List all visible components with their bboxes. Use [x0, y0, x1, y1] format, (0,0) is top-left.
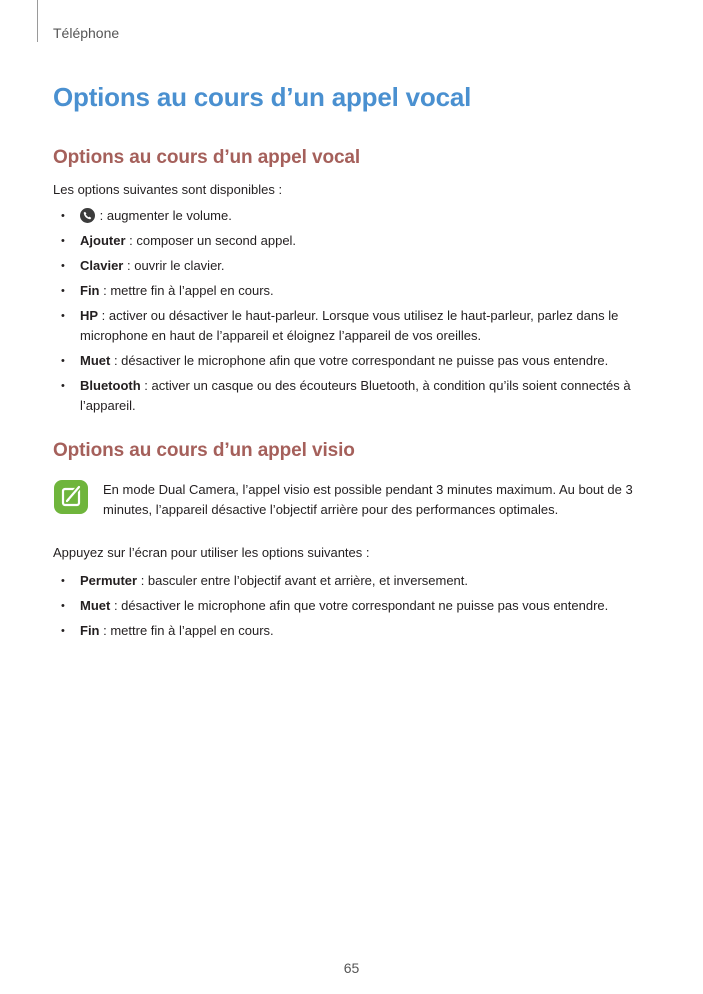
note-text: En mode Dual Camera, l’appel visio est possible pendant 3 minutes maximum. Au bout de 3 minutes, l’appareil désactive l’objectif arrière pour des performances optimales. — [103, 482, 633, 517]
option-description: : basculer entre l’objectif avant et arrière, et inversement. — [137, 573, 469, 588]
page-number: 65 — [343, 960, 360, 976]
section-title-voice-call: Options au cours d’un appel vocal — [53, 147, 361, 168]
bullet-icon: • — [61, 600, 65, 612]
option-description: : mettre fin à l’appel en cours. — [99, 623, 274, 638]
list-item — [53, 596, 653, 616]
option-label: Ajouter — [80, 233, 126, 248]
bullet-icon: • — [61, 380, 65, 392]
bullet-icon: • — [61, 575, 65, 587]
option-description: : désactiver le microphone afin que votre correspondant ne puisse pas vous entendre. — [110, 598, 609, 613]
call-volume-icon — [80, 208, 95, 223]
margin-rule — [37, 0, 38, 42]
option-description: : mettre fin à l’appel en cours. — [99, 283, 274, 298]
video-call-options-list — [53, 571, 653, 646]
voice-call-options-list — [53, 206, 653, 421]
list-item — [53, 256, 653, 276]
list-item — [53, 621, 653, 641]
option-description: : désactiver le microphone afin que votre correspondant ne puisse pas vous entendre. — [110, 353, 609, 368]
video-call-intro: Appuyez sur l’écran pour utiliser les options suivantes : — [53, 545, 370, 560]
list-item — [53, 206, 653, 226]
list-item — [53, 571, 653, 591]
voice-call-intro: Les options suivantes sont disponibles : — [53, 182, 283, 197]
option-description: : activer ou désactiver le haut-parleur. Lorsque vous utilisez le haut-parleur, parlez dans le microphone en haut de l’appareil et éloignez l’appareil de vos oreilles. — [80, 308, 619, 343]
list-item — [53, 306, 653, 346]
note-icon — [54, 480, 88, 514]
bullet-icon: • — [61, 355, 65, 367]
option-label: HP — [80, 308, 99, 323]
page-title: Options au cours d’un appel vocal — [53, 82, 472, 112]
option-description: : activer un casque ou des écouteurs Bluetooth, à condition qu’ils soient connectés à l’appareil. — [80, 378, 631, 413]
option-label: Clavier — [80, 258, 124, 273]
bullet-icon: • — [61, 625, 65, 637]
list-item — [53, 231, 653, 251]
bullet-icon: • — [61, 210, 65, 222]
option-description: : composer un second appel. — [125, 233, 297, 248]
option-description: : augmenter le volume. — [96, 208, 232, 223]
option-label: Permuter — [80, 573, 138, 588]
option-label: Muet — [80, 353, 111, 368]
option-label: Bluetooth — [80, 378, 141, 393]
bullet-icon: • — [61, 310, 65, 322]
option-description: : ouvrir le clavier. — [123, 258, 225, 273]
running-header: Téléphone — [53, 25, 120, 41]
option-label: Muet — [80, 598, 111, 613]
section-title-video-call: Options au cours d’un appel visio — [53, 440, 355, 461]
option-label: Fin — [80, 623, 100, 638]
bullet-icon: • — [61, 235, 65, 247]
list-item — [53, 376, 653, 416]
list-item — [53, 281, 653, 301]
bullet-icon: • — [61, 260, 65, 272]
option-label: Fin — [80, 283, 100, 298]
list-item — [53, 351, 653, 371]
bullet-icon: • — [61, 285, 65, 297]
